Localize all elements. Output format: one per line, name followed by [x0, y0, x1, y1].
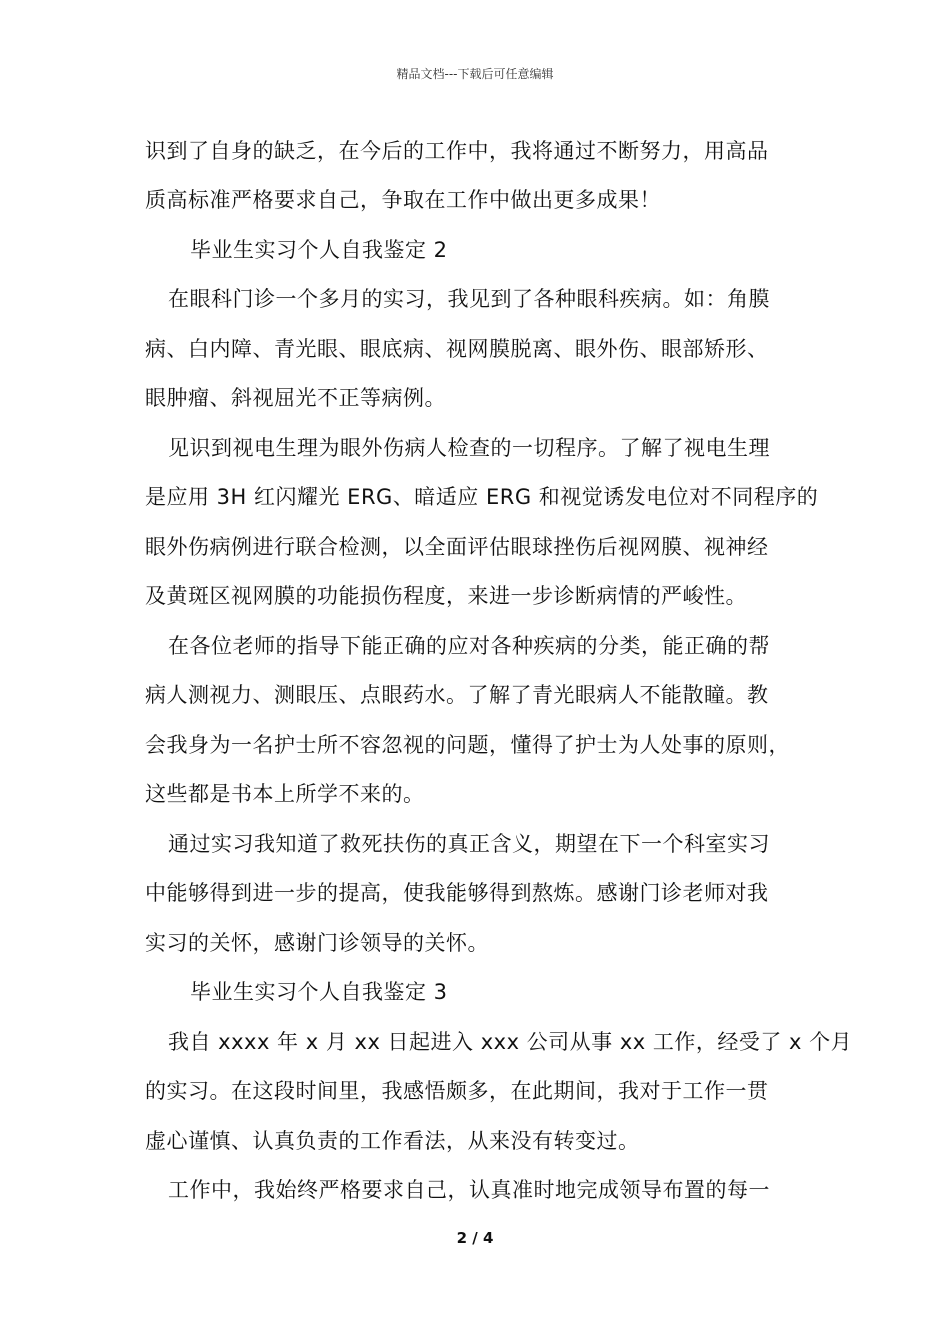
body-line: 虚心谨慎、认真负责的工作看法，从来没有转变过。 — [145, 1129, 640, 1153]
paragraph-first-line: 工作中，我始终严格要求自己，认真准时地完成领导布置的每一 — [168, 1178, 770, 1202]
body-line: 的实习。在这段时间里，我感悟颇多，在此期间，我对于工作一贯 — [145, 1079, 769, 1103]
body-line: 是应用 3H 红闪耀光 ERG、暗适应 ERG 和视觉诱发电位对不同程序的 — [145, 485, 819, 509]
body-line: 病、白内障、青光眼、眼底病、视网膜脱离、眼外伤、眼部矫形、 — [145, 337, 769, 361]
body-line: 中能够得到进一步的提高，使我能够得到熬炼。感谢门诊老师对我 — [145, 881, 769, 905]
paragraph-first-line: 通过实习我知道了救死扶伤的真正含义，期望在下一个科室实习 — [168, 832, 770, 856]
paragraph-first-line: 在眼科门诊一个多月的实习，我见到了各种眼科疾病。如：角膜 — [168, 287, 770, 311]
body-line: 眼外伤病例进行联合检测，以全面评估眼球挫伤后视网膜、视神经 — [145, 535, 769, 559]
body-line: 会我身为一名护士所不容忽视的问题，懂得了护士为人处事的原则， — [145, 733, 790, 757]
body-line: 实习的关怀，感谢门诊领导的关怀。 — [145, 931, 489, 955]
body-line: 及黄斑区视网膜的功能损伤程度，来进一步诊断病情的严峻性。 — [145, 584, 747, 608]
body-line: 病人测视力、测眼压、点眼药水。了解了青光眼病人不能散瞳。教 — [145, 683, 769, 707]
body-line: 质高标准严格要求自己，争取在工作中做出更多成果！ — [145, 188, 661, 212]
paragraph-first-line: 我自 xxxx 年 x 月 xx 日起进入 xxx 公司从事 xx 工作，经受了 x 个月 — [168, 1030, 853, 1054]
paragraph-first-line: 在各位老师的指导下能正确的应对各种疾病的分类，能正确的帮 — [168, 634, 770, 658]
page-header: 精品文档---下载后可任意编辑 — [396, 67, 554, 81]
section-heading: 毕业生实习个人自我鉴定 3 — [190, 980, 448, 1004]
body-line: 眼肿瘤、斜视屈光不正等病例。 — [145, 386, 446, 410]
page-number: 2 / 4 — [456, 1229, 494, 1247]
section-heading: 毕业生实习个人自我鉴定 2 — [190, 238, 448, 262]
paragraph-first-line: 见识到视电生理为眼外伤病人检查的一切程序。了解了视电生理 — [168, 436, 770, 460]
body-line: 这些都是书本上所学不来的。 — [145, 782, 425, 806]
body-line: 识到了自身的缺乏，在今后的工作中，我将通过不断努力，用高品 — [145, 139, 769, 163]
